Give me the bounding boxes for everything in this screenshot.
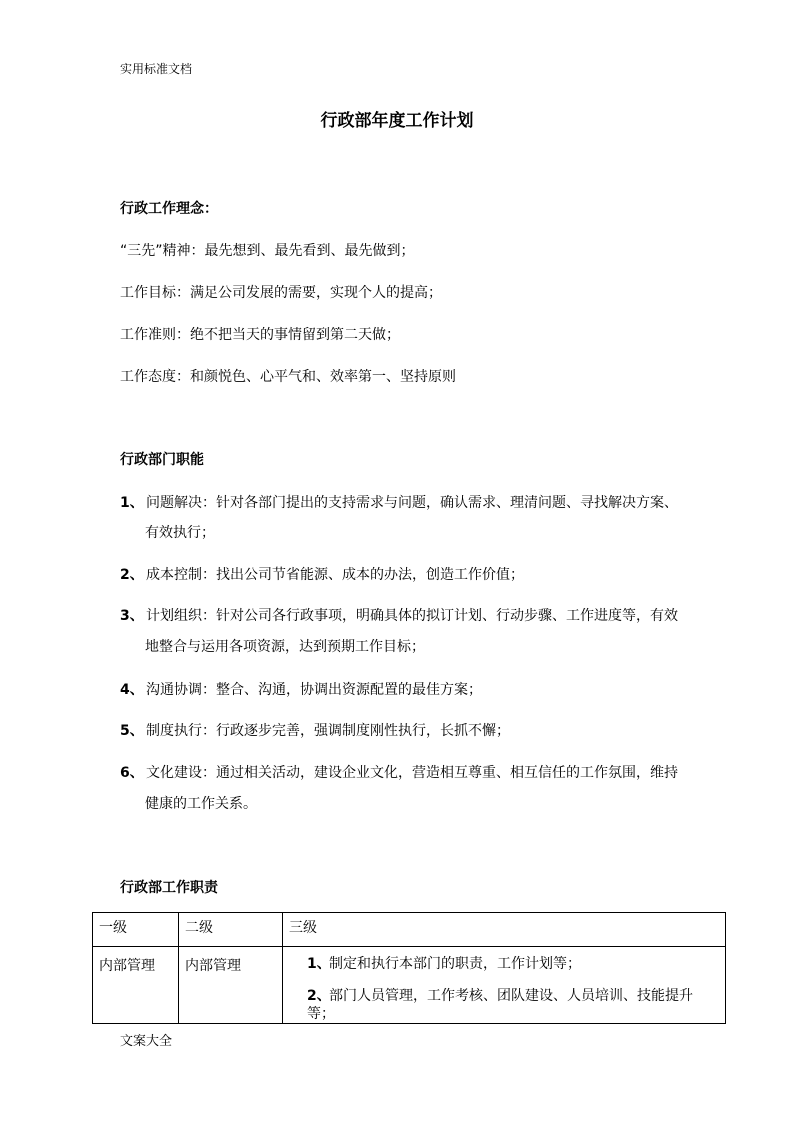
column-header-level1: 一级: [93, 913, 179, 947]
page-footer: 文案大全: [120, 1034, 173, 1049]
level3-item: [289, 987, 719, 1023]
function-item: [120, 762, 678, 782]
level3-item-number: 1、: [307, 956, 331, 972]
column-header-level2: 二级: [179, 913, 283, 947]
function-item-text: 沟通协调：整合、沟通，协调出资源配置的最佳方案；: [146, 682, 482, 698]
function-item-number: 1、: [120, 495, 144, 511]
table-header-row: [93, 913, 726, 947]
column-header-level3: 三级: [283, 913, 726, 947]
cell-text: 内部管理: [99, 958, 155, 974]
philosophy-heading: 行政工作理念：: [120, 201, 218, 217]
level3-item-text: 部门人员管理，工作考核、团队建设、人员培训、技能提升等；: [307, 988, 693, 1022]
philosophy-line: “三先”精神：最先想到、最先看到、最先做到；: [120, 243, 415, 259]
function-item-number: 4、: [120, 682, 144, 698]
functions-heading: 行政部门职能: [120, 452, 204, 468]
duties-table: [92, 912, 726, 1024]
function-item-text: 问题解决：针对各部门提出的支持需求与问题，确认需求、理清问题、寻找解决方案、: [146, 495, 678, 511]
table-cell-level3: [283, 947, 726, 1024]
function-item: [120, 564, 524, 584]
level3-item-number: 2、: [307, 988, 331, 1004]
function-item: [120, 720, 510, 740]
philosophy-line: 工作态度：和颜悦色、心平气和、效率第一、坚持原则: [120, 369, 456, 385]
level3-item: [289, 955, 719, 973]
function-item-text: 文化建设：通过相关活动，建设企业文化，营造相互尊重、相互信任的工作氛围，维持: [146, 765, 678, 781]
level3-item-text: 制定和执行本部门的职责，工作计划等；: [329, 956, 581, 972]
table-cell-level1: [93, 947, 179, 1024]
function-item-number: 6、: [120, 765, 144, 781]
function-item: [120, 679, 482, 699]
function-item-continuation: 地整合与运用各项资源，达到预期工作目标；: [145, 639, 425, 655]
duties-heading: 行政部工作职责: [120, 880, 218, 896]
function-item-text: 制度执行：行政逐步完善，强调制度刚性执行，长抓不懈；: [146, 723, 510, 739]
function-item-number: 5、: [120, 723, 144, 739]
function-item-text: 计划组织：针对公司各行政事项，明确具体的拟订计划、行动步骤、工作进度等，有效: [146, 608, 678, 624]
function-item-text: 成本控制：找出公司节省能源、成本的办法，创造工作价值；: [146, 567, 524, 583]
function-item-continuation: 有效执行；: [145, 525, 215, 541]
cell-text: 内部管理: [185, 958, 241, 974]
function-item-continuation: 健康的工作关系。: [145, 796, 257, 812]
function-item: [120, 605, 678, 625]
document-title: 行政部年度工作计划: [320, 111, 474, 131]
page-header: 实用标准文档: [120, 62, 193, 76]
function-item: [120, 492, 678, 512]
function-item-number: 2、: [120, 567, 144, 583]
table-cell-level2: [179, 947, 283, 1024]
philosophy-line: 工作准则：绝不把当天的事情留到第二天做；: [120, 327, 400, 343]
table-row: [93, 947, 726, 1024]
function-item-number: 3、: [120, 608, 144, 624]
philosophy-line: 工作目标：满足公司发展的需要，实现个人的提高；: [120, 285, 442, 301]
